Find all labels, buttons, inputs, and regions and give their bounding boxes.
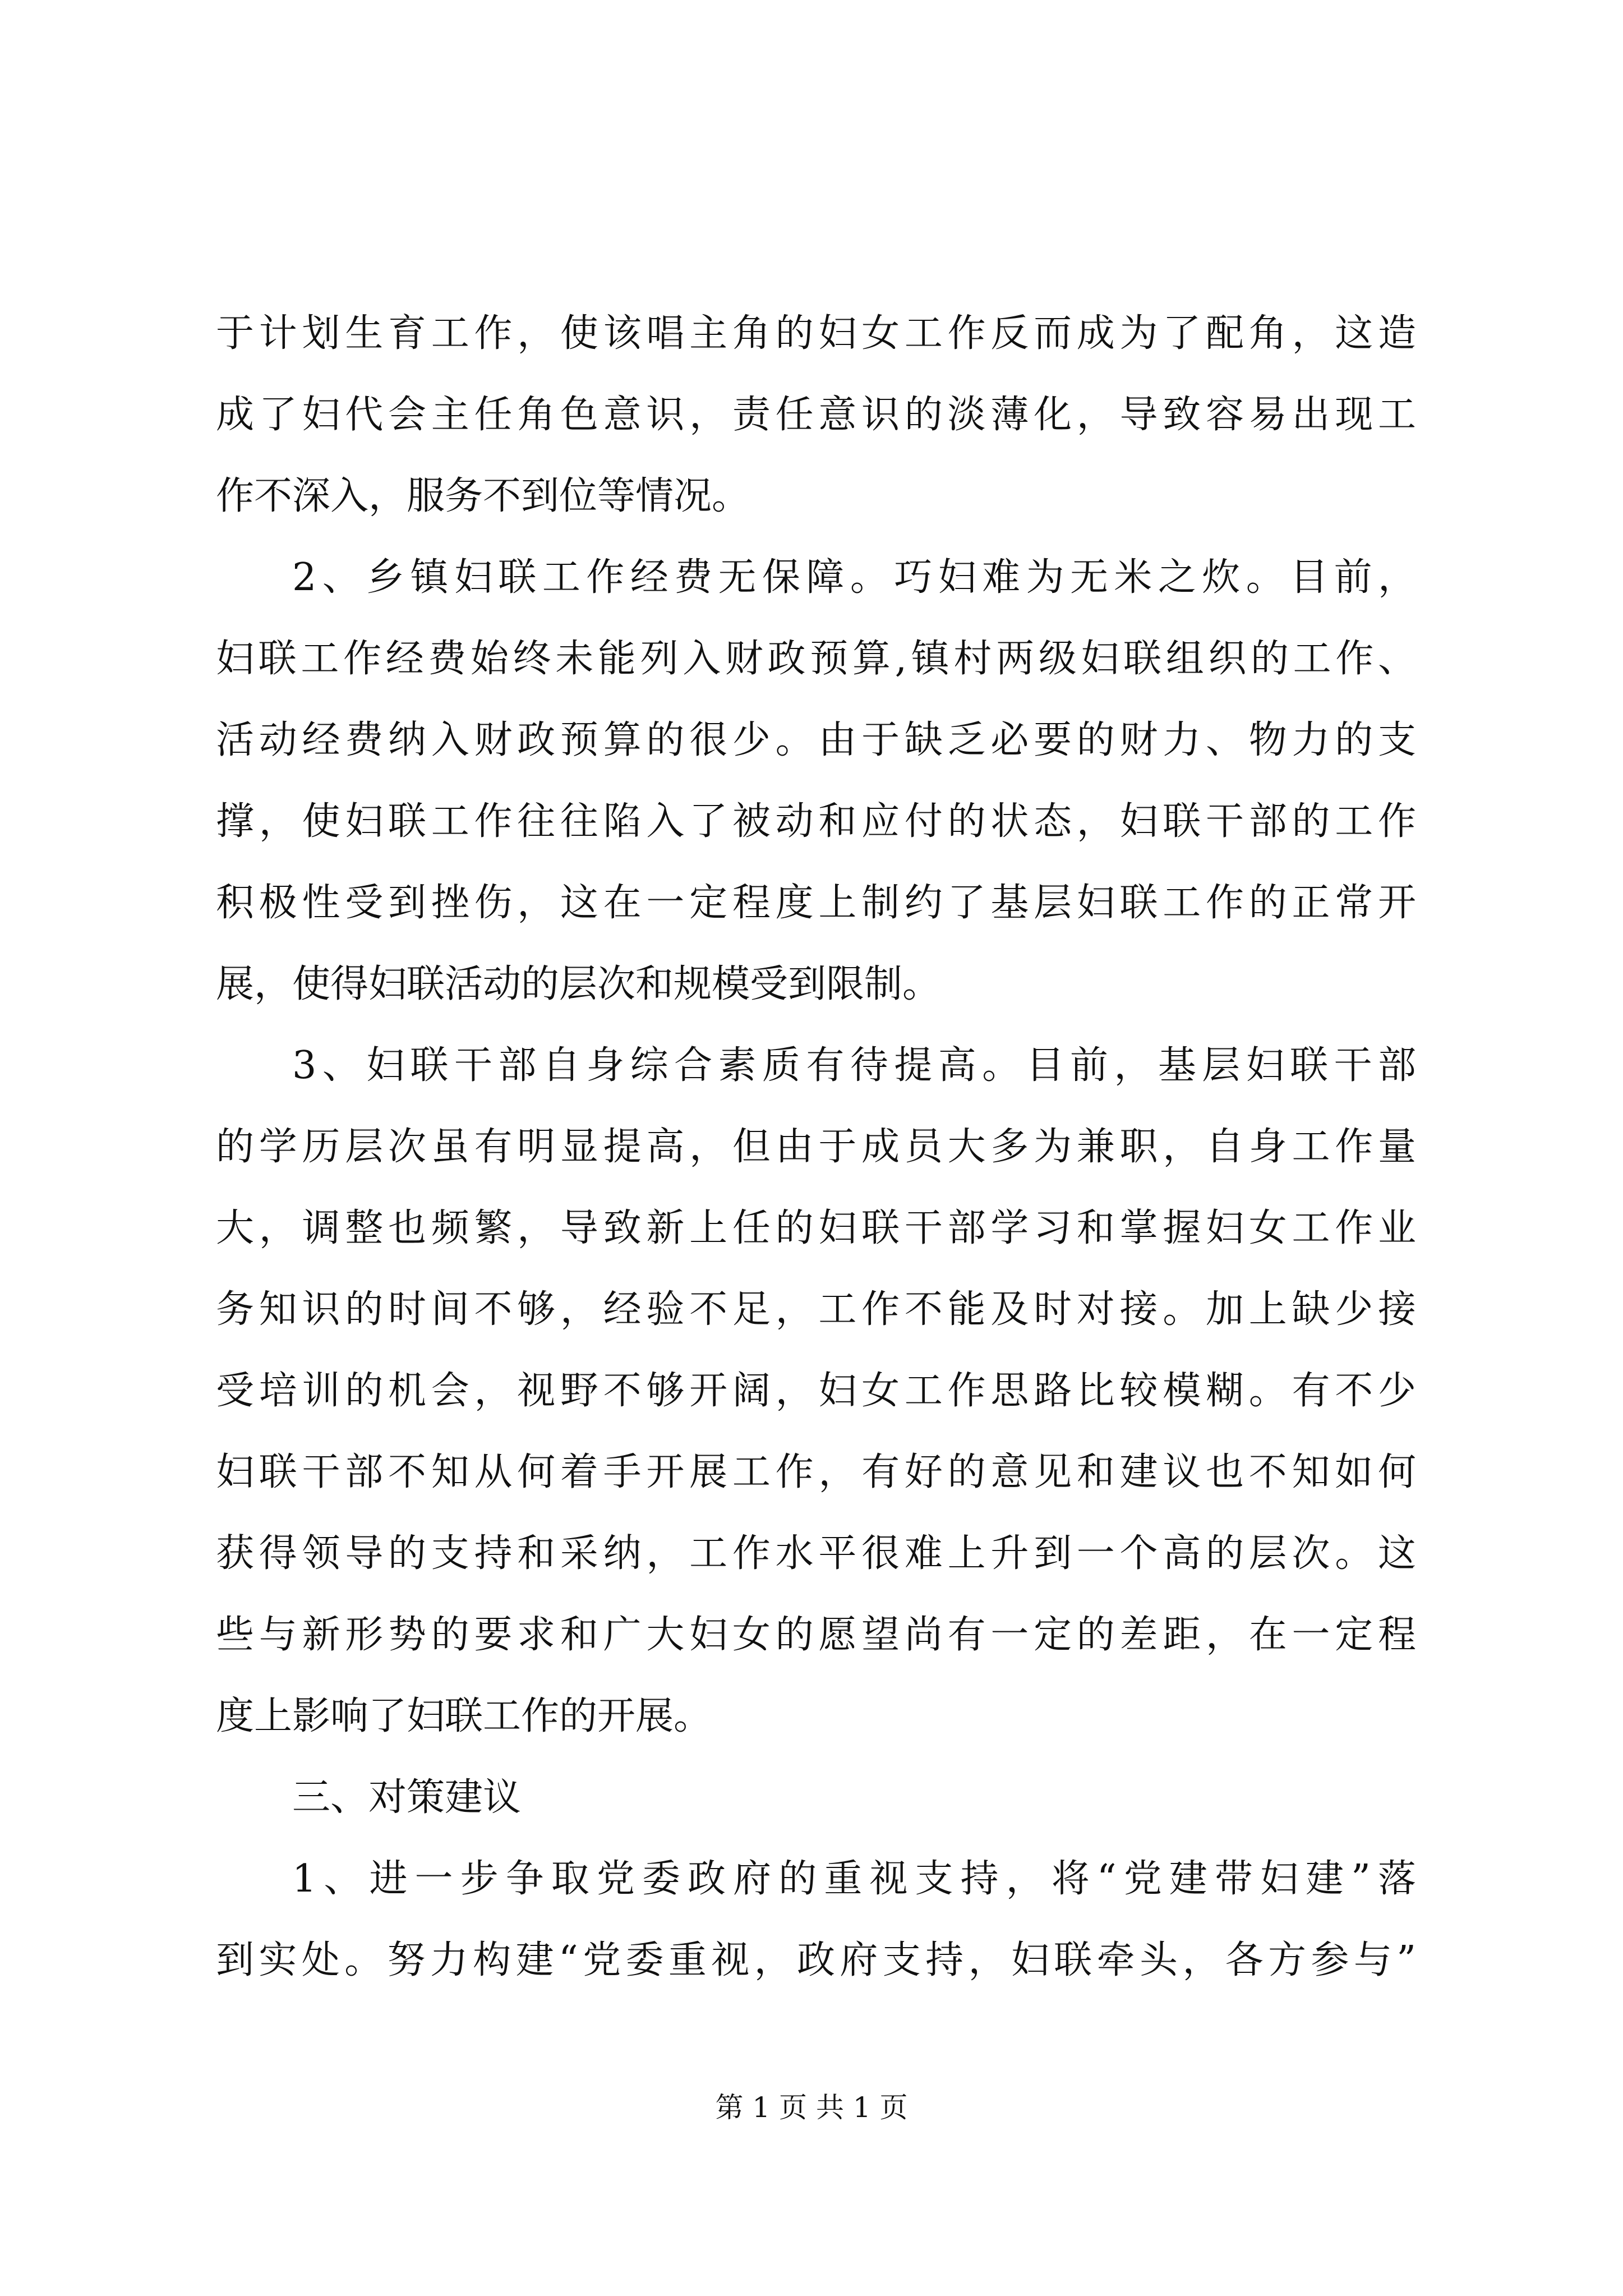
text-line: 积极性受到挫伤，这在一定程度上制约了基层妇联工作的正常开 bbox=[216, 881, 1416, 925]
text-line: 撑，使妇联工作往往陷入了被动和应付的状态，妇联干部的工作 bbox=[216, 799, 1416, 844]
paragraph-1 bbox=[216, 293, 1416, 537]
text-line: 的学历层次虽有明显提高，但由于成员大多为兼职，自身工作量 bbox=[216, 1125, 1416, 1169]
text-line: 于计划生育工作，使该唱主角的妇女工作反而成为了配角，这造 bbox=[216, 311, 1416, 356]
section-heading-text: 三、对策建议 bbox=[292, 1775, 522, 1820]
section-heading bbox=[216, 1757, 1416, 1838]
paragraph-3 bbox=[216, 1025, 1416, 1757]
paragraph-2 bbox=[216, 537, 1416, 1025]
text-line: 大，调整也频繁，导致新上任的妇联干部学习和掌握妇女工作业 bbox=[216, 1206, 1416, 1250]
text-line: 获得领导的支持和采纳，工作水平很难上升到一个高的层次。这 bbox=[216, 1531, 1416, 1576]
text-line: 妇联干部不知从何着手开展工作，有好的意见和建议也不知如何 bbox=[216, 1450, 1416, 1494]
text-line: 1、进一步争取党委政府的重视支持，将“党建带妇建”落 bbox=[292, 1857, 1416, 1901]
paragraph-4 bbox=[216, 1838, 1416, 2001]
text-line: 到实处。努力构建“党委重视，政府支持，妇联牵头，各方参与” bbox=[216, 1938, 1416, 1982]
document-body bbox=[216, 293, 1416, 2001]
text-line: 3、妇联干部自身综合素质有待提高。目前，基层妇联干部 bbox=[292, 1043, 1416, 1088]
text-line: 些与新形势的要求和广大妇女的愿望尚有一定的差距，在一定程 bbox=[216, 1613, 1416, 1657]
text-line: 成了妇代会主任角色意识，责任意识的淡薄化，导致容易出现工 bbox=[216, 393, 1416, 437]
text-line: 务知识的时间不够，经验不足，工作不能及时对接。加上缺少接 bbox=[216, 1287, 1416, 1332]
text-line: 展，使得妇联活动的层次和规模受到限制。 bbox=[216, 962, 941, 1006]
text-line: 作不深入，服务不到位等情况。 bbox=[216, 474, 750, 518]
text-line: 受培训的机会，视野不够开阔，妇女工作思路比较模糊。有不少 bbox=[216, 1369, 1416, 1413]
page-footer bbox=[0, 2088, 1623, 2127]
text-line: 2、乡镇妇联工作经费无保障。巧妇难为无米之炊。目前， bbox=[292, 555, 1416, 600]
text-line: 妇联工作经费始终未能列入财政预算,镇村两级妇联组织的工作、 bbox=[216, 637, 1416, 681]
page-number-label: 第 1 页 共 1 页 bbox=[715, 2091, 908, 2124]
text-line: 度上影响了妇联工作的开展。 bbox=[216, 1694, 712, 1738]
text-line: 活动经费纳入财政预算的很少。由于缺乏必要的财力、物力的支 bbox=[216, 718, 1416, 762]
